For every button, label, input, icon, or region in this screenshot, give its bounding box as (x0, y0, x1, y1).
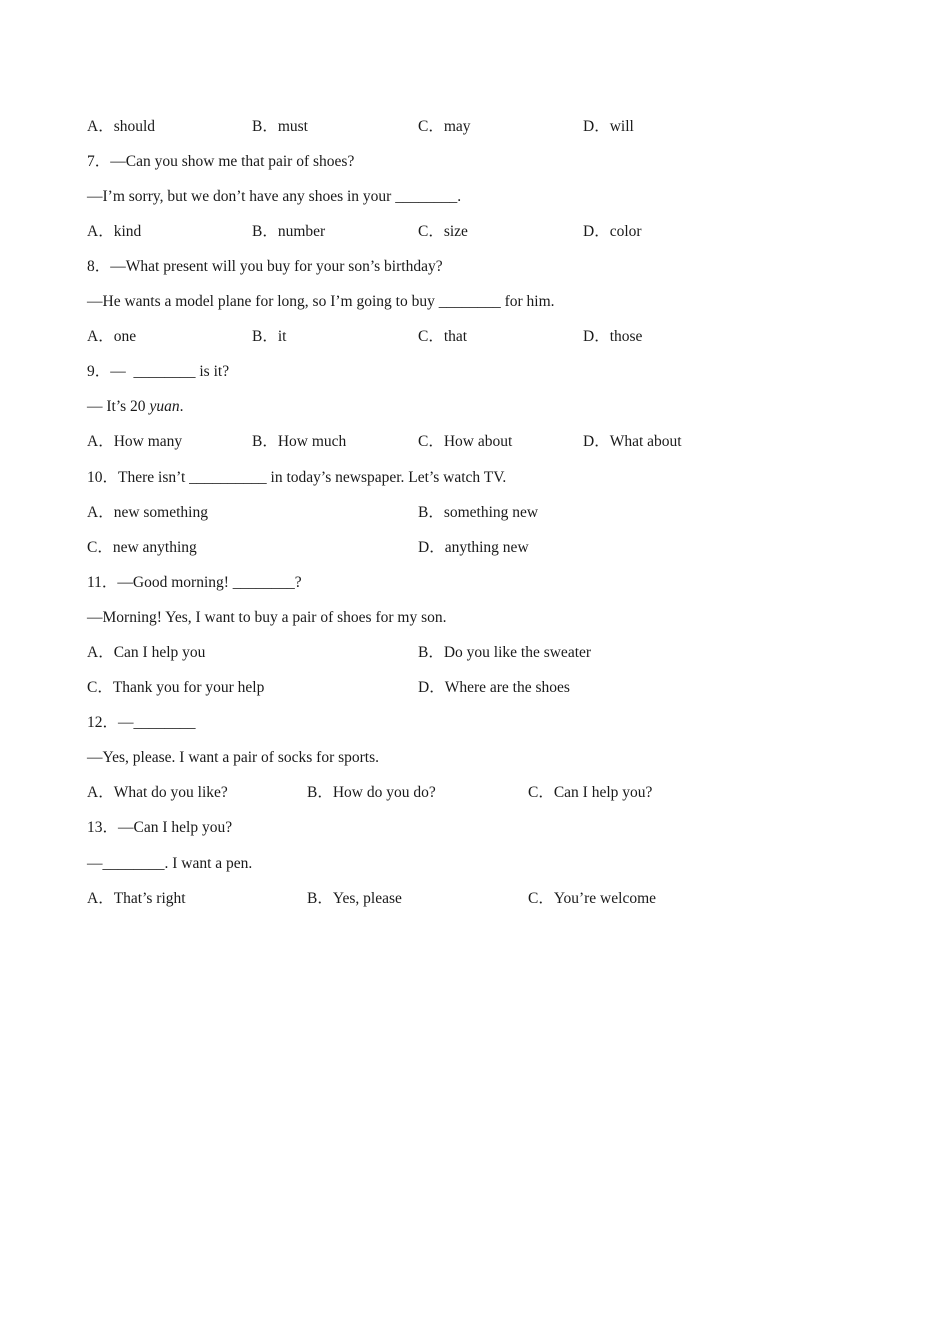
q9-option-a: A．How many (87, 433, 183, 450)
q6-options (87, 117, 950, 137)
q8-option-d: D．those (583, 328, 643, 345)
q11-stem: 11．—Good morning! ________? (87, 574, 302, 591)
q7-option-b: B．number (252, 223, 326, 240)
q11-options-row2 (87, 678, 950, 698)
q12-option-a: A．What do you like? (87, 784, 228, 801)
q12-option-b: B．How do you do? (307, 784, 436, 801)
q11-options-row1 (87, 643, 950, 663)
q9-response-yuan: yuan (149, 398, 180, 415)
q10-stem: 10．There isn’t __________ in today’s newspaper. Let’s watch TV. (87, 469, 507, 486)
q13-option-a: A．That’s right (87, 890, 186, 907)
q11-option-b: B．Do you like the sweater (418, 644, 592, 661)
q7-option-d: D．color (583, 223, 642, 240)
q9-response-prefix: — It’s 20 (87, 398, 150, 415)
q9-option-c: C．How about (418, 433, 513, 450)
q10-options-row2 (87, 538, 950, 558)
q6-option-c: C．may (418, 118, 471, 135)
q10-option-b: B．something new (418, 504, 539, 521)
q13-option-b: B．Yes, please (307, 890, 402, 907)
q8-options (87, 327, 950, 347)
q9-response (87, 397, 183, 417)
q12-stem: 12．—________ (87, 714, 196, 731)
q9-response-suffix: . (179, 398, 184, 415)
q12-options (87, 783, 950, 803)
q13-response: —________. I want a pen. (87, 855, 253, 872)
q7-option-a: A．kind (87, 223, 142, 240)
q13-option-c: C．You’re welcome (528, 890, 657, 907)
q7-options (87, 222, 950, 242)
q8-option-c: C．that (418, 328, 468, 345)
q8-stem: 8．—What present will you buy for your son’s birthday? (87, 258, 443, 275)
q7-option-c: C．size (418, 223, 468, 240)
q10-option-c: C．new anything (87, 539, 197, 556)
q13-options (87, 889, 950, 909)
q7-stem: 7．—Can you show me that pair of shoes? (87, 153, 355, 170)
q9-option-b: B．How much (252, 433, 347, 450)
q10-options-row1 (87, 503, 950, 523)
q11-option-c: C．Thank you for your help (87, 679, 265, 696)
q6-option-d: D．will (583, 118, 634, 135)
q11-option-a: A．Can I help you (87, 644, 206, 661)
q11-option-d: D．Where are the shoes (418, 679, 570, 696)
q8-option-a: A．one (87, 328, 137, 345)
q12-response: —Yes, please. I want a pair of socks for sports. (87, 749, 380, 766)
q8-option-b: B．it (252, 328, 287, 345)
q10-option-d: D．anything new (418, 539, 529, 556)
q12-option-c: C．Can I help you? (528, 784, 653, 801)
q8-response: —He wants a model plane for long, so I’m going to buy ________ for him. (87, 293, 555, 310)
q6-option-a: A．should (87, 118, 156, 135)
q9-option-d: D．What about (583, 433, 682, 450)
q9-stem: 9．— ________ is it? (87, 363, 230, 380)
q13-stem: 13．—Can I help you? (87, 819, 233, 836)
q11-response: —Morning! Yes, I want to buy a pair of shoes for my son. (87, 609, 447, 626)
q10-option-a: A．new something (87, 504, 208, 521)
q6-option-b: B．must (252, 118, 308, 135)
q7-response: —I’m sorry, but we don’t have any shoes in your ________. (87, 188, 462, 205)
q9-options (87, 432, 950, 452)
